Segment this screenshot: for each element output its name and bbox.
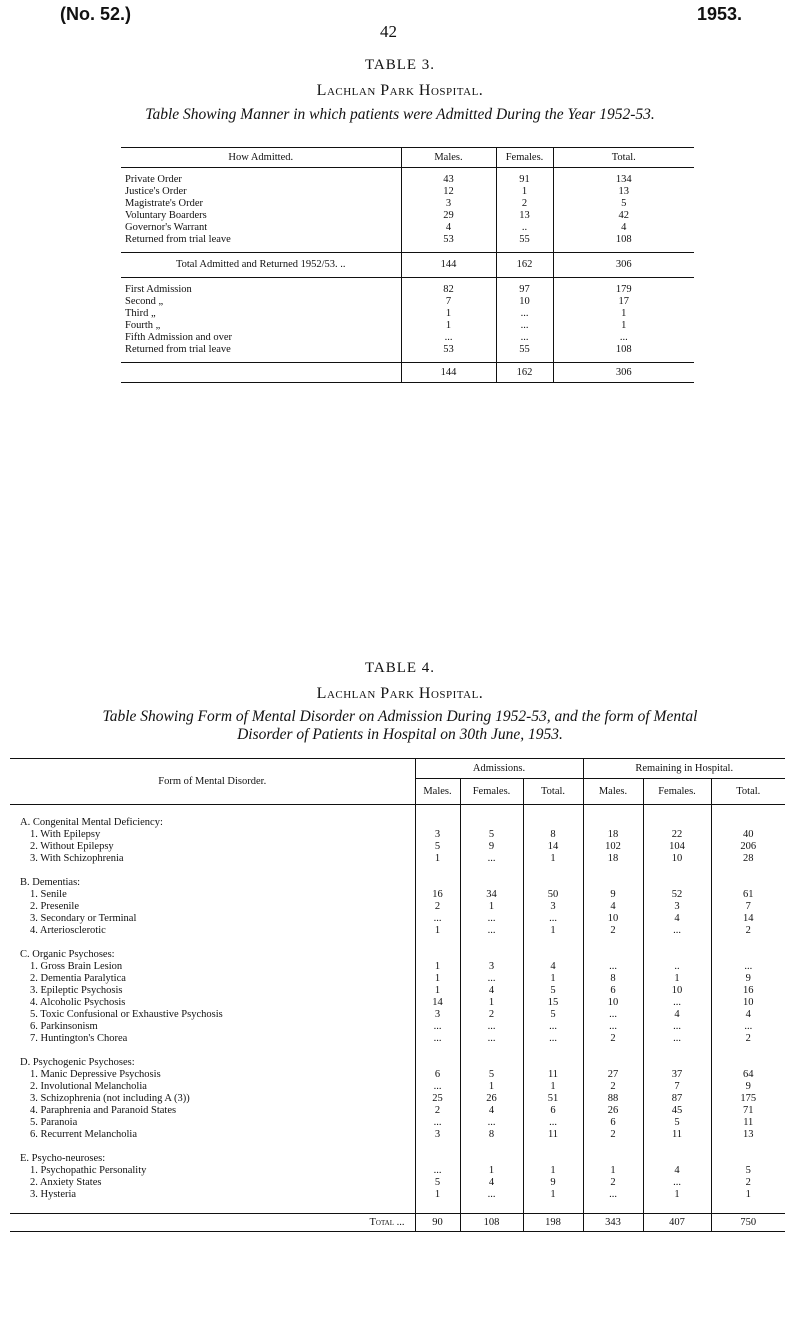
t4-row: 2. Without Epilepsy 5 9 14 102 104 206 xyxy=(10,841,785,853)
t4-row: 1. Psychopathic Personality ... 1 1 1 4 5 xyxy=(10,1165,785,1177)
table3-title: TABLE 3. xyxy=(364,57,436,73)
t3-col-how: How Admitted. xyxy=(121,148,401,168)
t4-row: 2. Anxiety States 5 4 9 2 ... 2 xyxy=(10,1177,785,1189)
t4-sub-adm-total: Total. xyxy=(523,779,583,805)
t3-row: Governor's Warrant 4 .. 4 xyxy=(121,222,694,234)
t4-row: 1. With Epilepsy 3 5 8 18 22 40 xyxy=(10,829,785,841)
t4-section-heading: C. Organic Psychoses: xyxy=(10,949,785,961)
table4-caption-line1: Table Showing Form of Mental Disorder on Admission During 1952-53, and the form of Mental xyxy=(102,708,698,725)
t4-total-row: Total ... 90 108 198 343 407 750 xyxy=(10,1214,785,1232)
t4-section-heading: B. Dementias: xyxy=(10,877,785,889)
t3-block2 xyxy=(121,284,694,356)
t3-col-total: Total. xyxy=(611,151,636,163)
table3 xyxy=(121,147,694,383)
t4-section-heading: D. Psychogenic Psychoses: xyxy=(10,1057,785,1069)
page-number: 42 xyxy=(380,22,397,41)
t4-row: 2. Involutional Melancholia ... 1 1 2 7 9 xyxy=(10,1081,785,1093)
t3-row: Fourth „ 1 ... 1 xyxy=(121,320,694,332)
t3-block1 xyxy=(121,174,694,246)
t4-row: 3. Secondary or Terminal ... ... ... 10 4 14 xyxy=(10,913,785,925)
t3-row: Third „ 1 ... 1 xyxy=(121,308,694,320)
t4-row: 5. Paranoia ... ... ... 6 5 11 xyxy=(10,1117,785,1129)
t4-row: 4. Arteriosclerotic 1 ... 1 2 ... 2 xyxy=(10,925,785,937)
table4 xyxy=(10,758,785,1232)
t4-row: 4. Alcoholic Psychosis 14 1 15 10 ... 10 xyxy=(10,997,785,1009)
t4-row: 3. Schizophrenia (not including A (3)) 25 26 51 88 87 175 xyxy=(10,1093,785,1105)
t3-col-females: Females. xyxy=(496,148,553,168)
table3-hospital: Lachlan Park Hospital. xyxy=(316,82,484,99)
t3-row: Private Order 43 91 134 xyxy=(121,174,694,186)
t4-body xyxy=(10,805,785,1214)
t4-row: 4. Paraphrenia and Paranoid States 2 4 6 26 45 71 xyxy=(10,1105,785,1117)
t4-section-heading: E. Psycho-neuroses: xyxy=(10,1153,785,1165)
t3-total-row: Total Admitted and Returned 1952/53. .. 144 162 306 xyxy=(121,259,694,271)
year-label: 1953. xyxy=(697,4,743,24)
t4-row: 6. Recurrent Melancholia 3 8 11 2 11 13 xyxy=(10,1129,785,1141)
table4-title: TABLE 4. xyxy=(364,660,436,676)
table4-caption-line2: Disorder of Patients in Hospital on 30th June, 1953. xyxy=(237,726,563,743)
t3-col-males: Males. xyxy=(401,148,496,168)
t4-col-form: Form of Mental Disorder. xyxy=(10,759,415,805)
t3-row: Justice's Order 12 1 13 xyxy=(121,186,694,198)
t4-row: 2. Presenile 2 1 3 4 3 7 xyxy=(10,901,785,913)
t3-row: Returned from trial leave 53 55 108 xyxy=(121,234,694,246)
t4-sub-adm-males: Males. xyxy=(415,779,460,805)
t4-sub-rem-males: Males. xyxy=(583,779,643,805)
t4-row: 3. Epileptic Psychosis 1 4 5 6 10 16 xyxy=(10,985,785,997)
t3-row: Voluntary Boarders 29 13 42 xyxy=(121,210,694,222)
t3-final-row: 144 162 306 xyxy=(121,363,694,383)
t4-sub-adm-females: Females. xyxy=(460,779,523,805)
t3-row: First Admission 82 97 179 xyxy=(121,284,694,296)
t4-sub-rem-females: Females. xyxy=(643,779,711,805)
t4-row: 2. Dementia Paralytica 1 ... 1 8 1 9 xyxy=(10,973,785,985)
t4-row: 6. Parkinsonism ... ... ... ... ... ... xyxy=(10,1021,785,1033)
table3-caption: Table Showing Manner in which patients were Admitted During the Year 1952-53. xyxy=(145,106,655,123)
t4-row: 1. Senile 16 34 50 9 52 61 xyxy=(10,889,785,901)
t4-row: 5. Toxic Confusional or Exhaustive Psychosis 3 2 5 ... 4 4 xyxy=(10,1009,785,1021)
t4-row: 3. With Schizophrenia 1 ... 1 18 10 28 xyxy=(10,853,785,865)
t4-section-heading: A. Congenital Mental Deficiency: xyxy=(10,817,785,829)
bill-number: (No. 52.) xyxy=(60,4,132,24)
t4-row: 1. Manic Depressive Psychosis 6 5 11 27 37 64 xyxy=(10,1069,785,1081)
t3-row: Fifth Admission and over ... ... ... xyxy=(121,332,694,344)
t4-group-admissions: Admissions. xyxy=(415,759,583,779)
t3-row: Returned from trial leave 53 55 108 xyxy=(121,344,694,356)
t3-row: Second „ 7 10 17 xyxy=(121,296,694,308)
t4-row: 1. Gross Brain Lesion 1 3 4 ... .. ... xyxy=(10,961,785,973)
t4-row: 3. Hysteria 1 ... 1 ... 1 1 xyxy=(10,1189,785,1201)
t3-row: Magistrate's Order 3 2 5 xyxy=(121,198,694,210)
t4-row: 7. Huntington's Chorea ... ... ... 2 ... 2 xyxy=(10,1033,785,1045)
table4-hospital: Lachlan Park Hospital. xyxy=(316,685,484,702)
t4-sub-rem-total: Total. xyxy=(736,785,761,797)
t4-group-remaining: Remaining in Hospital. xyxy=(583,759,785,779)
